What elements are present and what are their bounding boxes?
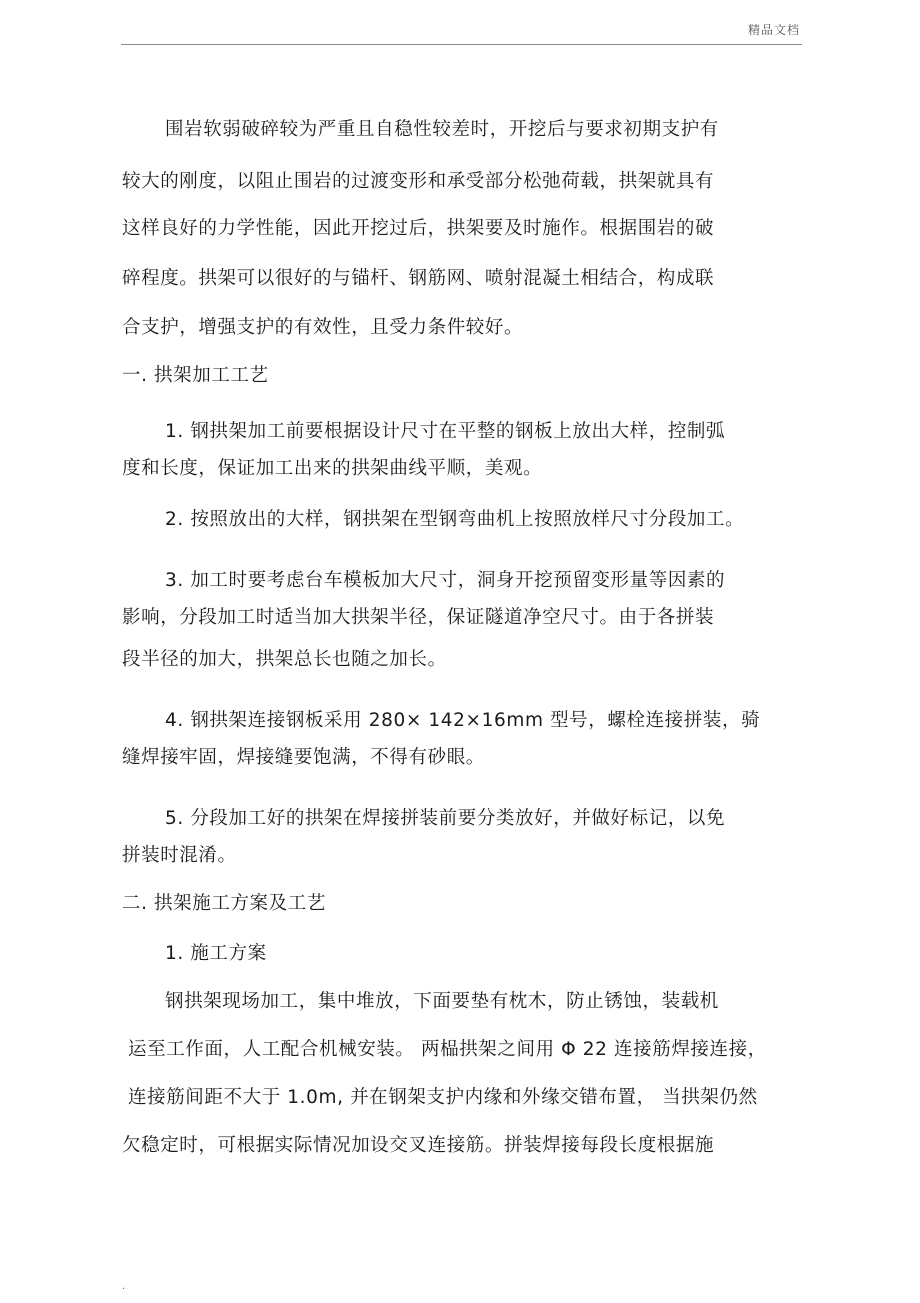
paragraph-line: 欠稳定时，可根据实际情况加设交叉连接筋。拼装焊接每段长度根据施: [122, 1135, 715, 1156]
page-header-label: 精品文档: [747, 23, 800, 37]
list-item-line: 拼装时混淆。: [122, 845, 237, 866]
list-item-line: 3. 加工时要考虑台车模板加大尺寸，洞身开挖预留变形量等因素的: [165, 570, 726, 591]
section-heading: 二. 拱架施工方案及工艺: [122, 893, 326, 914]
paragraph-line: 碎程度。拱架可以很好的与锚杆、钢筋网、喷射混凝土相结合，构成联: [122, 268, 715, 289]
list-item-line: 影响，分段加工时适当加大拱架半径，保证隧道净空尺寸。由于各拼装: [122, 607, 715, 628]
header-divider: [121, 44, 802, 45]
paragraph-line: 连接筋间距不大于 1.0m, 并在钢架支护内缘和外缘交错布置， 当拱架仍然: [128, 1087, 758, 1108]
section-heading: 一. 拱架加工工艺: [122, 365, 269, 386]
list-item-line: 段半径的加大，拱架总长也随之加长。: [122, 649, 447, 670]
list-item-line: 4. 钢拱架连接钢板采用 280× 142×16mm 型号，螺栓连接拼装，骑: [165, 710, 761, 731]
list-item-line: 2. 按照放出的大样，钢拱架在型钢弯曲机上按照放样尺寸分段加工。: [165, 509, 745, 530]
paragraph-line: 这样良好的力学性能，因此开挖过后，拱架要及时施作。根据围岩的破: [122, 218, 715, 239]
paragraph-line: 围岩软弱破碎较为严重且自稳性较差时，开挖后与要求初期支护有: [165, 119, 719, 140]
footer-mark: .: [122, 1281, 126, 1292]
list-item-line: 缝焊接牢固，焊接缝要饱满，不得有砂眼。: [122, 747, 485, 768]
paragraph-line: 较大的刚度，以阻止围岩的过渡变形和承受部分松弛荷载，拱架就具有: [122, 171, 715, 192]
list-item-line: 度和长度，保证加工出来的拱架曲线平顺，美观。: [122, 458, 543, 479]
paragraph-line: 运至工作面，人工配合机械安装。 两榀拱架之间用 Φ 22 连接筋焊接连接，: [128, 1039, 767, 1060]
paragraph-line: 合支护，增强支护的有效性，且受力条件较好。: [122, 317, 524, 338]
subsection-heading: 1. 施工方案: [165, 943, 267, 964]
list-item-line: 1. 钢拱架加工前要根据设计尺寸在平整的钢板上放出大样，控制弧: [165, 421, 726, 442]
list-item-line: 5. 分段加工好的拱架在焊接拼装前要分类放好，并做好标记，以免: [165, 808, 726, 829]
paragraph-line: 钢拱架现场加工，集中堆放，下面要垫有枕木，防止锈蚀，装载机: [165, 991, 719, 1012]
